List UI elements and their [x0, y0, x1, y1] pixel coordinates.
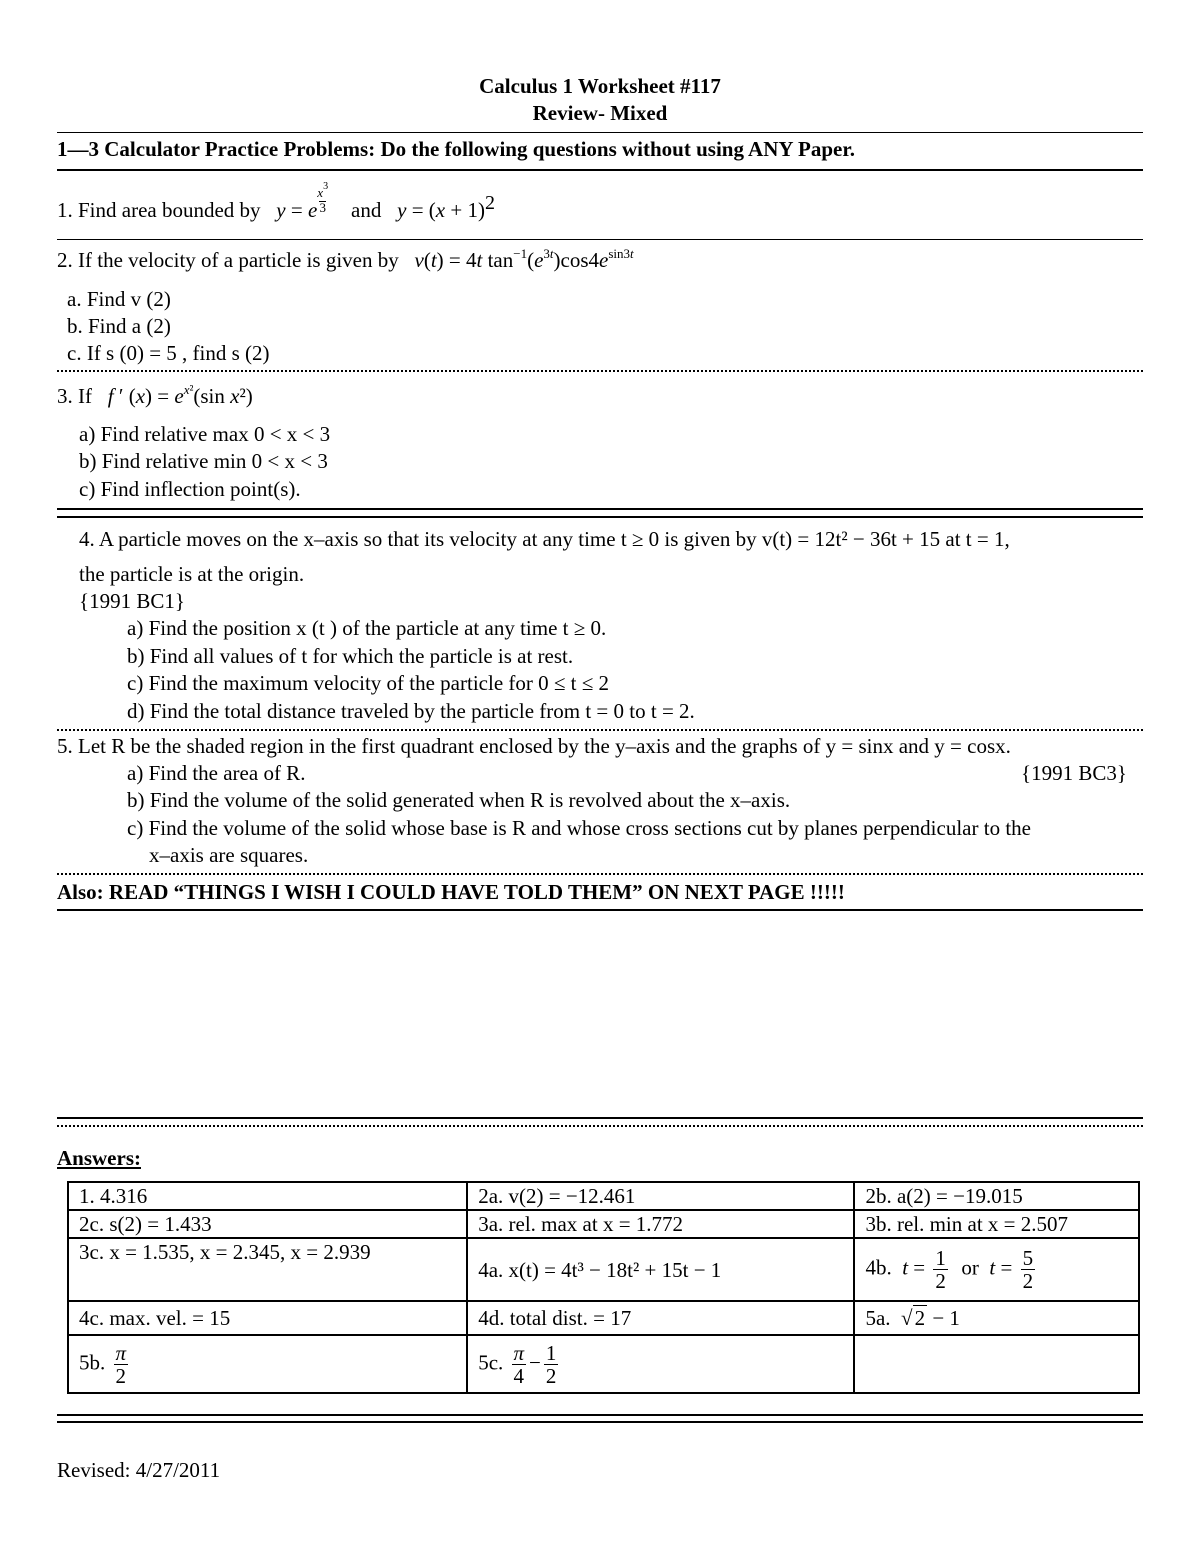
answer-4a: 4a. x(t) = 4t³ − 18t² + 15t − 1 [467, 1238, 854, 1301]
question-2-text: 2. If the velocity of a particle is given by [57, 248, 399, 272]
page-title: Calculus 1 Worksheet #117 [479, 74, 721, 98]
answer-5b: 5b. $\frac{\pi}{2}$ [68, 1335, 467, 1393]
answer-3c: 3c. x = 1.535, x = 2.345, x = 2.939 [68, 1238, 467, 1301]
divider [57, 508, 1143, 510]
divider [57, 1125, 1143, 1127]
question-2b: b. Find a (2) [67, 314, 171, 338]
question-5c-cont: x–axis are squares. [149, 843, 309, 867]
divider [57, 370, 1143, 372]
answer-2c: 2c. s(2) = 1.433 [68, 1210, 467, 1238]
divider [57, 132, 1143, 133]
divider [57, 729, 1143, 731]
answer-2b: 2b. a(2) = −19.015 [854, 1182, 1139, 1210]
answer-5a: 5a. √2 − 1 [854, 1301, 1139, 1335]
divider [57, 239, 1143, 240]
question-3b: b) Find relative min 0 < x < 3 [79, 449, 328, 473]
question-4b: b) Find all values of t for which the particle is at rest. [127, 644, 574, 668]
answer-3a: 3a. rel. max at x = 1.772 [467, 1210, 854, 1238]
divider [57, 1421, 1143, 1423]
question-3a: a) Find relative max 0 < x < 3 [79, 422, 331, 446]
answer-4d: 4d. total dist. = 17 [467, 1301, 854, 1335]
answers-table [67, 1181, 1140, 1394]
answer-5c: 5c. $\frac{\pi}{4}$ − $\frac{1}{2}$ [467, 1335, 854, 1393]
answer-4b-label: 4b. [865, 1255, 892, 1280]
question-4c: c) Find the maximum velocity of the particle for 0 ≤ t ≤ 2 [127, 671, 610, 695]
page-subtitle: Review- Mixed [532, 101, 668, 125]
question-4d: d) Find the total distance traveled by the particle from t = 0 to t = 2. [127, 699, 695, 723]
question-2c: c. If s (0) = 5 , find s (2) [67, 341, 270, 365]
question-3: 3. If f ′ $(x) = e^{x^2}(\sin$ x²) [57, 382, 253, 408]
question-2: 2. If the velocity of a particle is given by v(t) = 4t $\tan^{-1}(e^{3t})\cos 4e^{sin3t}$ [57, 246, 634, 272]
section-header: 1—3 Calculator Practice Problems: Do the following questions without using ANY Paper. [57, 137, 855, 161]
answer-4c: 4c. max. vel. = 15 [68, 1301, 467, 1335]
also-note: Also: READ “THINGS I WISH I COULD HAVE TOLD THEM” ON NEXT PAGE !!!!! [57, 880, 845, 904]
divider [57, 516, 1143, 518]
divider [57, 1117, 1143, 1119]
question-5: 5. Let R be the shaded region in the first quadrant enclosed by the y–axis and the graphs of y = sinx and y = cosx. [57, 734, 1011, 758]
question-3-text: 3. If [57, 384, 92, 408]
question-5-source: {1991 BC3} [1021, 761, 1127, 785]
question-5a: a) Find the area of R. [127, 761, 306, 785]
question-4a: a) Find the position x (t ) of the particle at any time t ≥ 0. [127, 616, 607, 640]
and-label: and [351, 198, 382, 222]
answer-empty [854, 1335, 1139, 1393]
answer-1: 1. 4.316 [68, 1182, 467, 1210]
answer-5c-label: 5c. [478, 1349, 504, 1374]
question-4-cont: the particle is at the origin. [79, 562, 305, 586]
question-5b: b) Find the volume of the solid generated when R is revolved about the x–axis. [127, 788, 791, 812]
divider [57, 873, 1143, 875]
question-2a: a. Find v (2) [67, 287, 171, 311]
answer-2a: 2a. v(2) = −12.461 [467, 1182, 854, 1210]
divider [57, 909, 1143, 911]
divider [57, 169, 1143, 171]
question-3c: c) Find inflection point(s). [79, 477, 301, 501]
question-5c: c) Find the volume of the solid whose base is R and whose cross sections cut by planes perpendicular to the [127, 816, 1031, 840]
answers-label: Answers: [57, 1146, 141, 1170]
divider [57, 1414, 1143, 1416]
answer-5a-label: 5a. [865, 1306, 891, 1330]
answer-4b: 4b. t = $\frac{1}{2}$ or t = $\frac{5}{2}$ [854, 1238, 1139, 1301]
question-4: 4. A particle moves on the x–axis so that its velocity at any time t ≥ 0 is given by v(t) = 12t² − 36t + 15 at t = 1, [79, 527, 1010, 551]
revised-date: Revised: 4/27/2011 [57, 1458, 221, 1482]
question-1-text: 1. Find area bounded by [57, 198, 261, 222]
question-1: 1. Find area bounded by y = e $x^3$ 3 and y = (x + 1)2 [57, 181, 495, 222]
answer-5b-label: 5b. [79, 1349, 106, 1374]
question-4-source: {1991 BC1} [79, 589, 185, 613]
answer-3b: 3b. rel. min at x = 2.507 [854, 1210, 1139, 1238]
